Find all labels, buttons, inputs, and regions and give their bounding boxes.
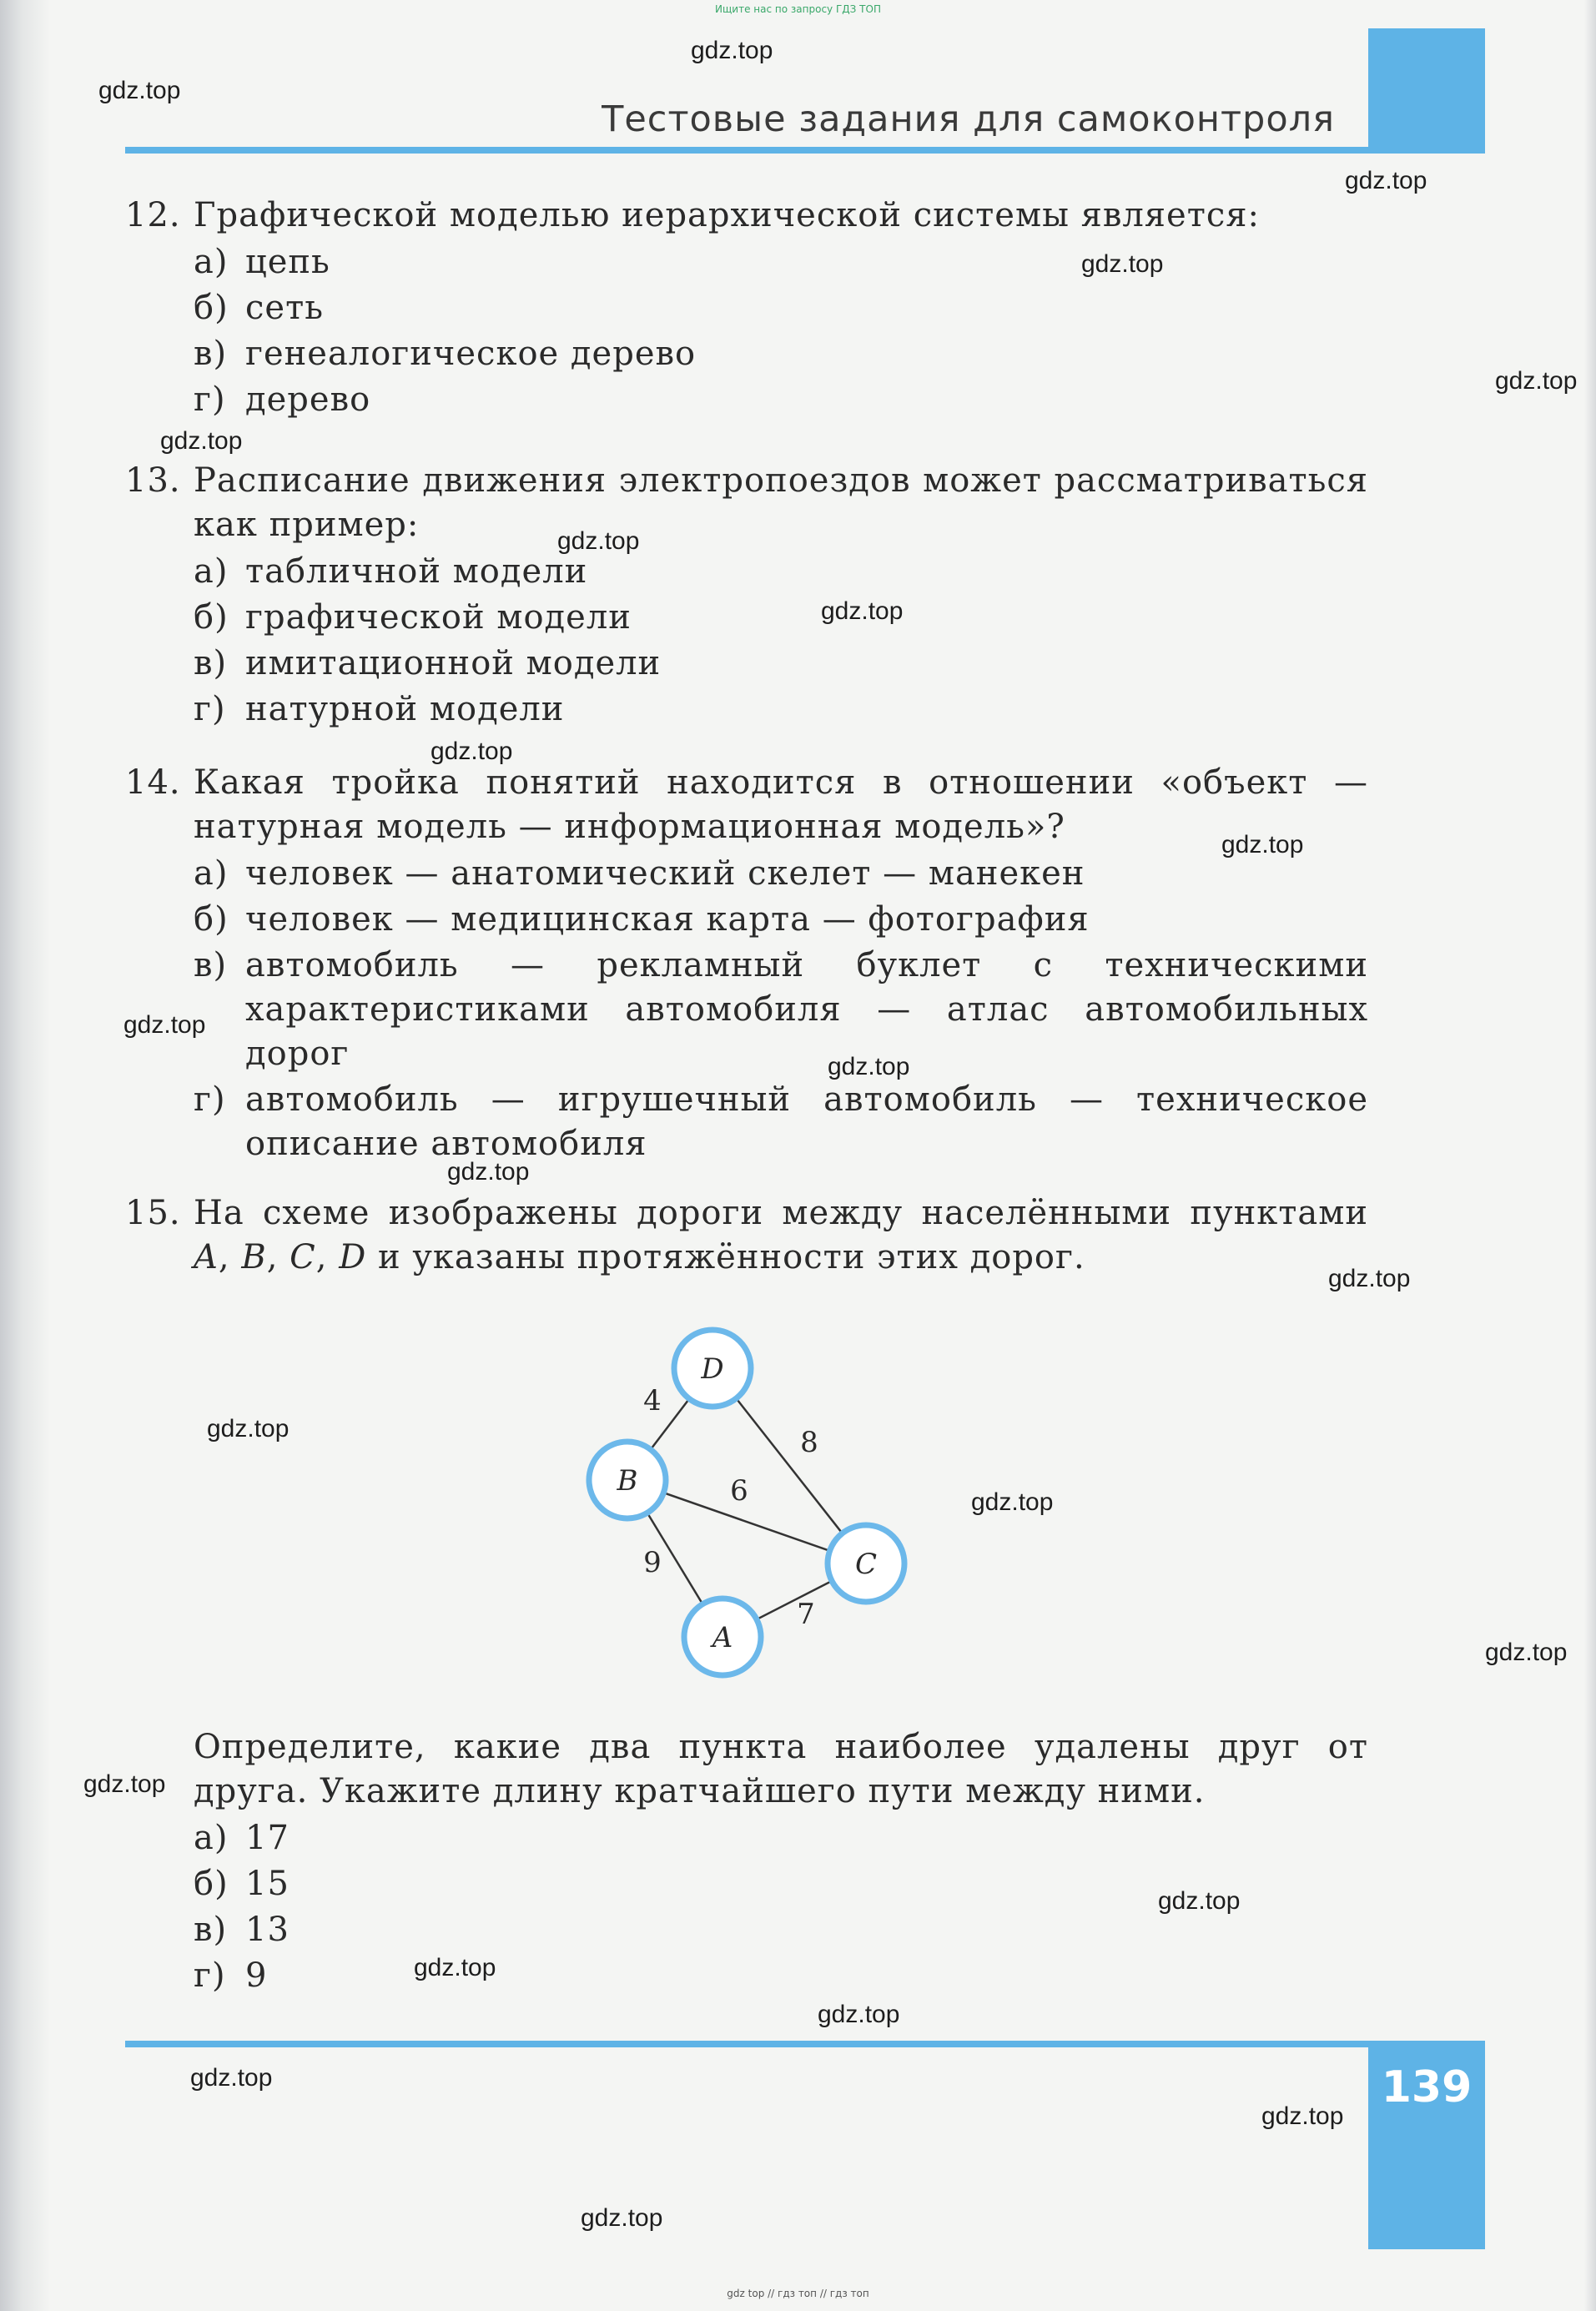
option-text: цепь [245,243,330,281]
watermark: gdz.top [160,427,243,455]
footer-rule [125,2041,1368,2047]
road-length-label: 8 [800,1426,818,1459]
option-letter: б) [194,289,229,327]
point-label: C [289,1238,316,1276]
option-text: автомобиль — игрушечный автомобиль — техническое описание автомобиля [245,1080,1368,1163]
question-number: 12. [125,196,181,234]
watermark: gdz.top [1345,167,1427,194]
watermark: gdz.top [1158,1887,1241,1915]
top-note: Ищите нас по запросу ГДЗ ТОП [715,3,881,15]
watermark: gdz.top [1081,250,1164,278]
point-label: D [339,1238,367,1276]
option-letter: а) [194,854,229,893]
option-text: натурной модели [245,690,565,728]
option-letter: в) [194,644,228,682]
watermark: gdz.top [557,527,640,555]
watermark: gdz.top [971,1488,1054,1516]
question-15-continued [125,1725,1368,1998]
option-text: генеалогическое дерево [245,335,697,373]
page-number: 139 [1381,2062,1473,2112]
option-text: человек — анатомический скелет — манекен [245,854,1085,893]
answer-option[interactable] [194,1816,1368,1860]
answer-option[interactable] [194,286,1368,330]
watermark: gdz.top [581,2204,663,2232]
graph-node-label: B [617,1464,638,1498]
road-graph-svg [576,1318,926,1685]
watermark: gdz.top [83,1770,166,1798]
question-text-part-a: На схеме изображены дороги между населёнными пунктами [194,1194,1368,1232]
answer-option[interactable] [194,642,1368,686]
question-14 [125,761,1368,1166]
option-letter: б) [194,598,229,637]
watermark: gdz.top [414,1954,496,1981]
watermark: gdz.top [123,1011,206,1039]
option-text: дерево [245,380,371,419]
option-text: сеть [245,289,324,327]
road-length-label: 6 [730,1474,748,1508]
answer-option[interactable] [194,1954,1368,1998]
watermark: gdz.top [447,1158,530,1186]
answer-option[interactable] [194,944,1368,1076]
watermark: gdz.top [1485,1639,1568,1666]
option-letter: б) [194,1865,229,1903]
answer-option[interactable] [194,550,1368,594]
watermark: gdz.top [821,597,904,625]
question-13 [125,459,1368,732]
watermark: gdz.top [190,2064,273,2092]
answer-option[interactable] [194,852,1368,896]
watermark: gdz.top [1495,367,1578,395]
watermark: gdz.top [1261,2102,1344,2130]
watermark: gdz.top [207,1415,289,1442]
option-text: 13 [245,1911,289,1949]
option-letter: б) [194,900,229,939]
question-text-part-b: и указаны протяжённости этих дорог. [378,1238,1085,1276]
option-text: графической модели [245,598,632,637]
question-15 [125,1191,1368,1280]
option-letter: г) [194,1956,226,1995]
question-12 [125,194,1368,422]
watermark: gdz.top [98,77,181,104]
page-title: Тестовые задания для самоконтроля [602,98,1335,140]
page-edge-shadow [1584,0,1596,2311]
graph-node-label: D [701,1352,724,1386]
page-binding-shadow [0,0,50,2311]
header-tab [1368,28,1485,154]
question-text: Какая тройка понятий находится в отношении «объект — натурная модель — информационная модель»? [194,763,1368,846]
option-letter: а) [194,1819,229,1857]
option-text: 9 [245,1956,268,1995]
option-letter: в) [194,1911,228,1949]
bottom-note: gdz top // гдз топ // гдз топ [727,2288,869,2299]
option-text: человек — медицинская карта — фотография [245,900,1090,939]
watermark: gdz.top [430,738,513,765]
road-graph [576,1318,926,1685]
watermark: gdz.top [828,1053,910,1080]
option-letter: г) [194,690,226,728]
option-letter: а) [194,552,229,591]
watermark: gdz.top [818,2001,900,2028]
option-text: автомобиль — рекламный буклет с техническими характеристиками автомобиля — атлас автомобильных дорог [245,946,1368,1073]
watermark: gdz.top [691,37,773,64]
question-number: 14. [125,763,181,802]
road-length-label: 4 [643,1384,662,1417]
option-letter: г) [194,1080,226,1119]
question-text: На схеме изображены дороги между населёнными пунктами A, B, C, D и указаны протяжённости этих дорог. [194,1194,1368,1276]
question-text: Графической моделью иерархической системы является: [194,196,1260,234]
answer-option[interactable] [194,898,1368,942]
answer-option[interactable] [194,240,1368,284]
option-letter: а) [194,243,229,281]
road-length-label: 7 [797,1598,815,1631]
header-rule [125,147,1485,154]
graph-node-label: A [712,1621,733,1654]
point-label: B [241,1238,267,1276]
option-text: 15 [245,1865,289,1903]
graph-node-label: C [854,1548,878,1581]
answer-option[interactable] [194,1078,1368,1166]
answer-option[interactable] [194,596,1368,640]
question-text: Расписание движения электропоездов может рассматриваться как пример: [194,461,1368,544]
answer-option[interactable] [194,332,1368,376]
point-label: A [194,1238,219,1276]
answer-option[interactable] [194,378,1368,422]
question-text: Определите, какие два пункта наиболее удалены друг от друга. Укажите длину кратчайшего пути между ними. [194,1728,1368,1810]
road-length-label: 9 [643,1546,662,1579]
answer-option[interactable] [194,687,1368,732]
question-number: 13. [125,461,181,500]
question-number: 15. [125,1194,181,1232]
watermark: gdz.top [1328,1265,1411,1292]
option-letter: в) [194,335,228,373]
watermark: gdz.top [1221,831,1304,858]
option-text: табличной модели [245,552,588,591]
option-text: 17 [245,1819,289,1857]
option-letter: г) [194,380,226,419]
option-text: имитационной модели [245,644,662,682]
option-letter: в) [194,946,228,984]
